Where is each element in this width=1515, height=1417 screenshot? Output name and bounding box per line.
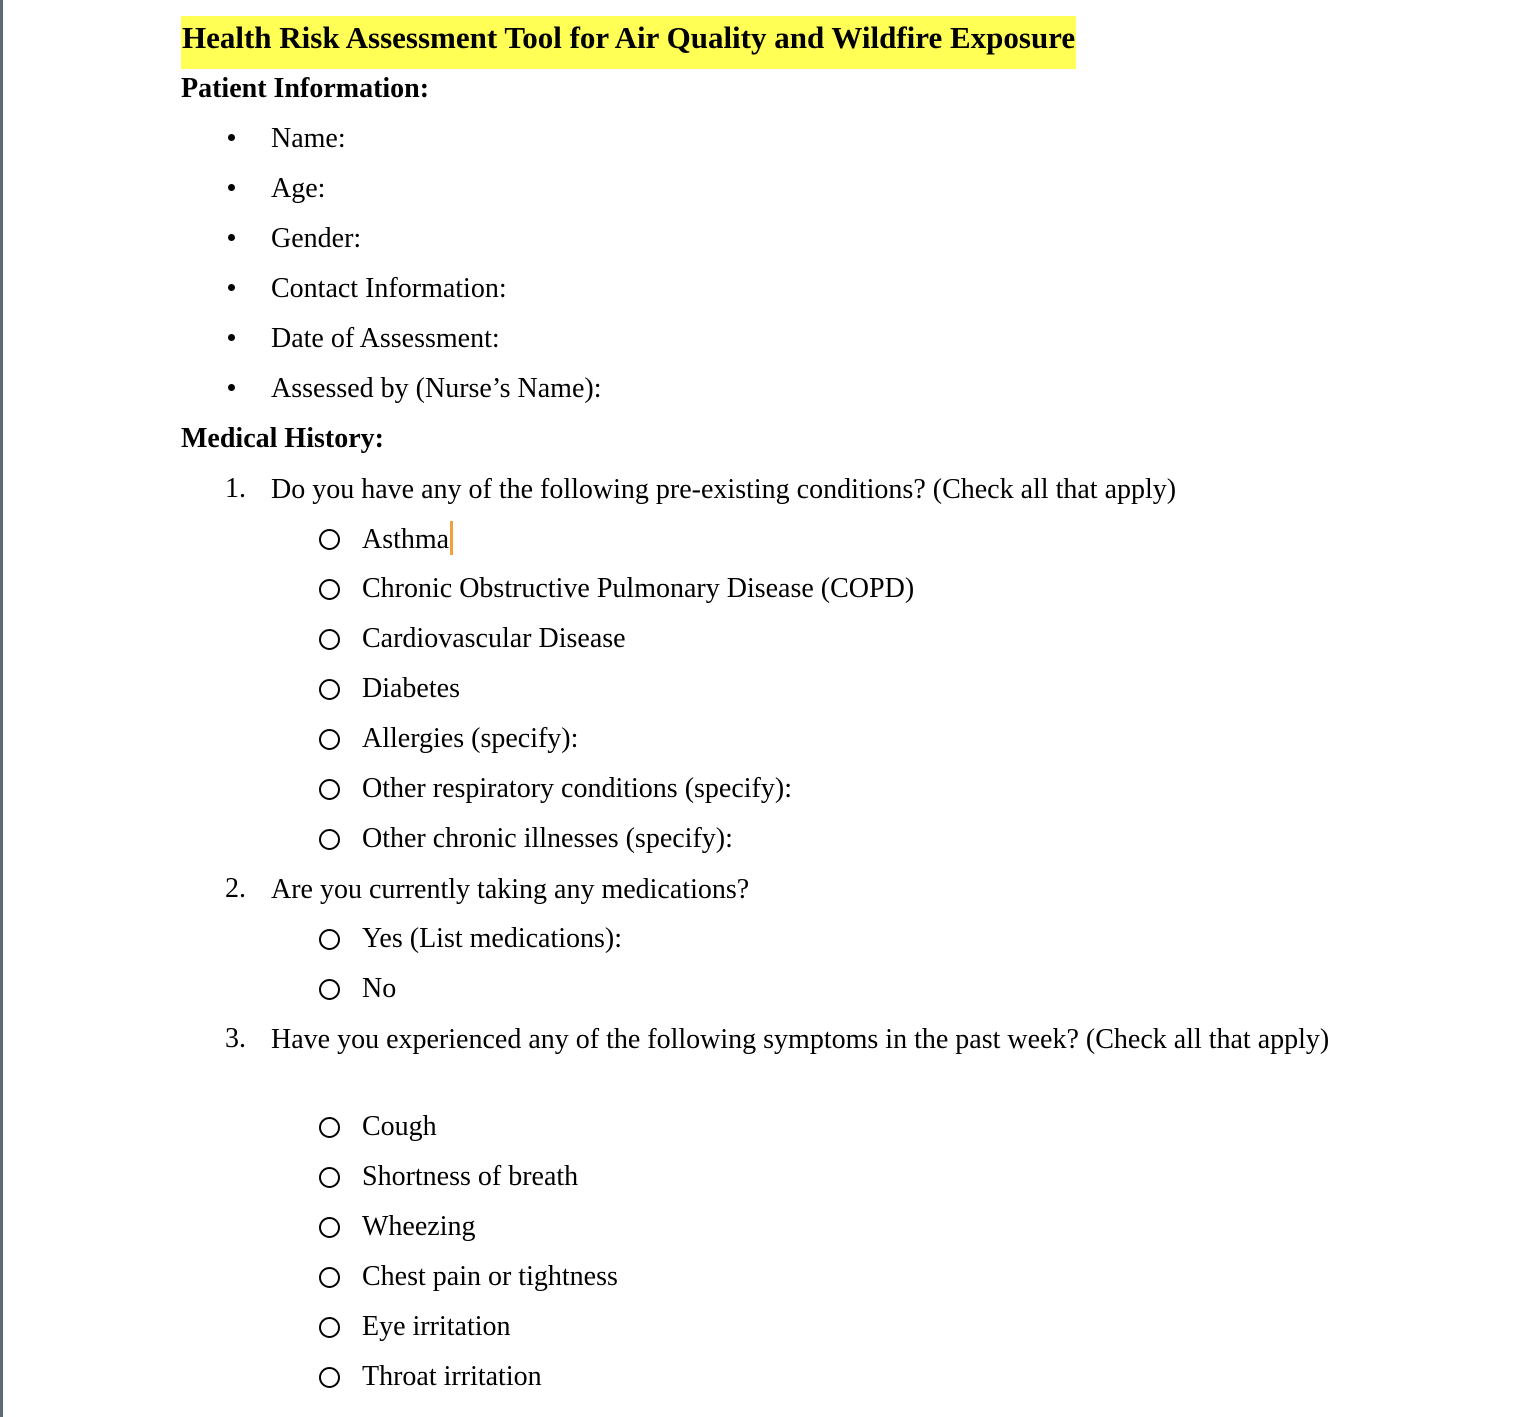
option-label: Eye irritation — [362, 1311, 511, 1342]
option-label-wrap — [362, 521, 453, 558]
field-label: Age: — [271, 173, 326, 204]
option-label: Shortness of breath — [362, 1161, 579, 1192]
question-number: 3. — [225, 1023, 246, 1054]
field-label: Assessed by (Nurse’s Name): — [271, 373, 602, 404]
bullet-icon — [228, 334, 235, 341]
radio-circle-icon[interactable] — [319, 1367, 340, 1388]
medical-history-heading: Medical History: — [181, 423, 384, 454]
question-number: 1. — [225, 473, 246, 504]
question-text: Have you experienced any of the following symptoms in the past week? (Check all that apply) — [271, 1024, 1330, 1055]
option-label: No — [362, 973, 397, 1004]
option-label: Asthma — [362, 524, 450, 555]
field-label: Name: — [271, 123, 346, 154]
document-title: Health Risk Assessment Tool for Air Quality and Wildfire Exposure — [181, 16, 1076, 69]
radio-circle-icon[interactable] — [319, 679, 340, 700]
option-label: Throat irritation — [362, 1361, 542, 1392]
option-label: Other respiratory conditions (specify): — [362, 773, 792, 804]
radio-circle-icon[interactable] — [319, 979, 340, 1000]
radio-circle-icon[interactable] — [319, 1267, 340, 1288]
text-cursor — [450, 521, 453, 555]
patient-information-heading: Patient Information: — [181, 73, 430, 104]
radio-circle-icon[interactable] — [319, 829, 340, 850]
option-label: Chest pain or tightness — [362, 1261, 618, 1292]
option-label: Cough — [362, 1111, 437, 1142]
radio-circle-icon[interactable] — [319, 1217, 340, 1238]
option-label: Wheezing — [362, 1211, 476, 1242]
field-label: Contact Information: — [271, 273, 507, 304]
bullet-icon — [228, 134, 235, 141]
bullet-icon — [228, 184, 235, 191]
window-edge — [0, 0, 3, 1417]
radio-circle-icon[interactable] — [319, 629, 340, 650]
radio-circle-icon[interactable] — [319, 929, 340, 950]
field-label: Date of Assessment: — [271, 323, 500, 354]
option-label: Chronic Obstructive Pulmonary Disease (COPD) — [362, 573, 915, 604]
radio-circle-icon[interactable] — [319, 579, 340, 600]
question-number: 2. — [225, 873, 246, 904]
option-label: Allergies (specify): — [362, 723, 579, 754]
radio-circle-icon[interactable] — [319, 529, 340, 550]
option-label: Cardiovascular Disease — [362, 623, 626, 654]
field-label: Gender: — [271, 223, 362, 254]
radio-circle-icon[interactable] — [319, 1317, 340, 1338]
radio-circle-icon[interactable] — [319, 779, 340, 800]
question-text: Are you currently taking any medications? — [271, 874, 750, 905]
question-text: Do you have any of the following pre-existing conditions? (Check all that apply) — [271, 474, 1177, 505]
option-label: Other chronic illnesses (specify): — [362, 823, 733, 854]
radio-circle-icon[interactable] — [319, 729, 340, 750]
bullet-icon — [228, 384, 235, 391]
radio-circle-icon[interactable] — [319, 1117, 340, 1138]
bullet-icon — [228, 284, 235, 291]
option-label: Yes (List medications): — [362, 923, 623, 954]
radio-circle-icon[interactable] — [319, 1167, 340, 1188]
bullet-icon — [228, 234, 235, 241]
option-label: Diabetes — [362, 673, 460, 704]
